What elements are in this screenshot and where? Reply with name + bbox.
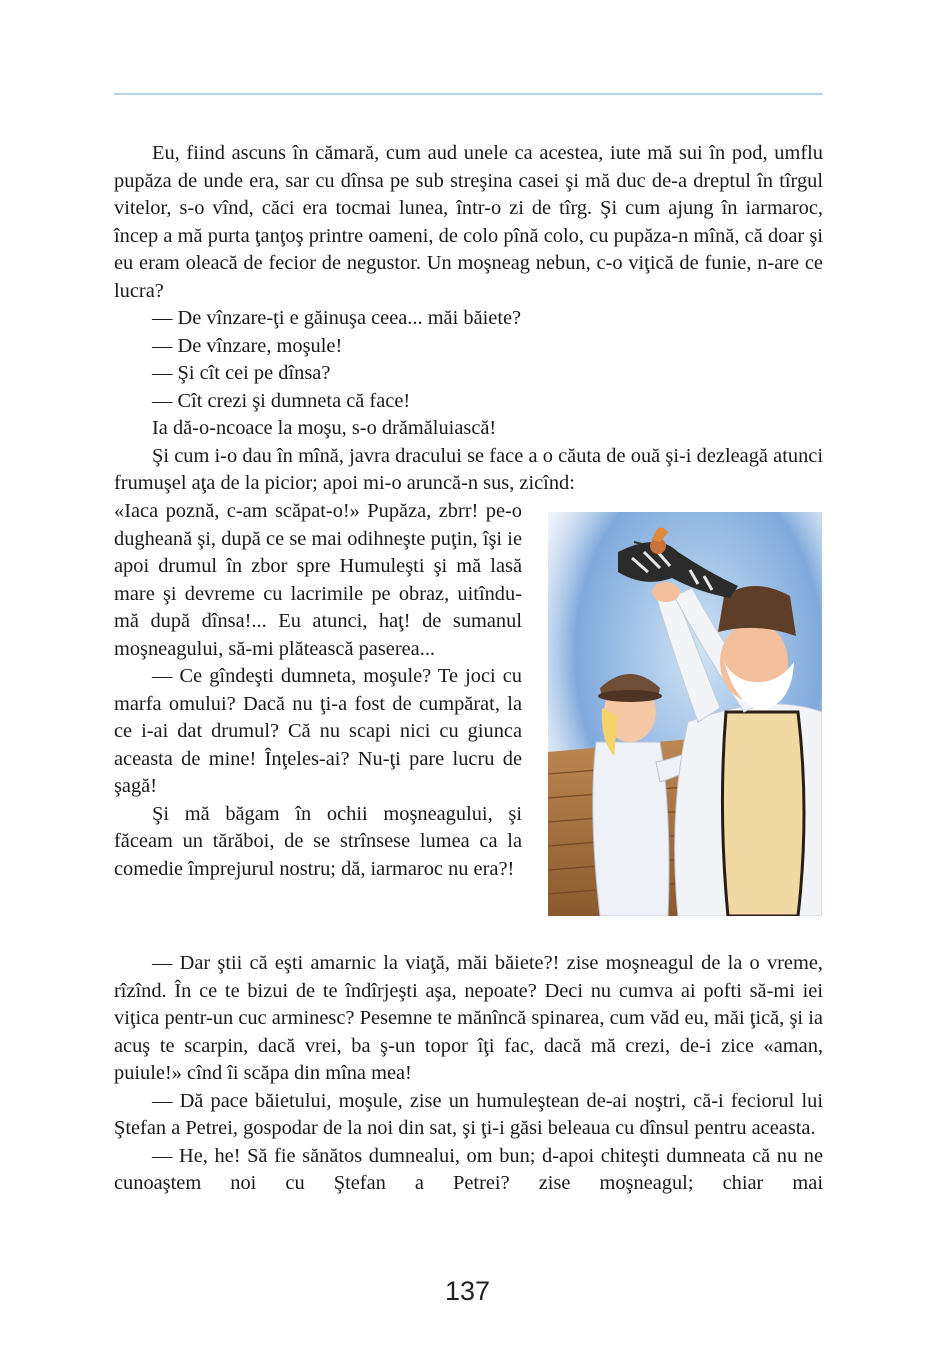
text-block-beside-image <box>114 498 522 883</box>
dialogue-line: — Dă pace băietului, moşule, zise un humuleştean de-ai noştri, că-i feciorul lui Ştefan a Petrei, gospodar de la noi din sat, şi ţi-i găsi beleaua cu dînsul pentru aceasta. <box>114 1089 823 1139</box>
text-block-top <box>114 140 823 498</box>
dialogue-line: — Şi cît cei pe dînsa? <box>152 362 331 384</box>
paragraph: «Iaca poznă, c-am scăpat-o!» Pupăza, zbrr! pe-o dugheană şi, după ce se mai odihneşte puţin, îşi ie apoi drumul în zbor spre Humuleşti şi mă lasă mare şi devreme cu lacrimile pe obraz, uitîndu-mă după dînsa!... Eu atunci, haţ! de sumanul moşneagului, să-mi plătească paserea... <box>114 500 522 660</box>
dialogue-line: — Ce gîndeşti dumneta, moşule? Te joci cu marfa omului? Dacă nu ţi-a fost de cumpărat, la ce i-ai dat drumul? Că nu scapi nici cu giunca aceasta de mine! Înţeles-ai? Nu-ţi pare lucru de şagă! <box>114 665 522 797</box>
header-rule <box>114 93 823 95</box>
illustration-old-man-releasing-hoopoe <box>548 512 822 916</box>
dialogue-line: — He, he! Să fie sănătos dumnealui, om bun; d-apoi chiteşti dumneata că nu ne cunoaştem noi cu Ştefan a Petrei? zise moşneagul; chiar mai <box>114 1144 823 1194</box>
page-number: 137 <box>444 1276 491 1306</box>
paragraph: Şi mă băgam în ochii moşneagului, şi făceam un tărăboi, de se strînsese lumea ca la comedie împrejurul nostru; dă, iarmaroc nu era?! <box>114 802 522 880</box>
dialogue-line: — De vînzare-ţi e găinuşa ceea... măi băiete? <box>152 307 522 329</box>
dialogue-line: — De vînzare, moşule! <box>152 334 343 357</box>
dialogue-line: — Cît crezi şi dumneta că face! <box>152 389 411 412</box>
paragraph: — Dar ştii că eşti amarnic la viaţă, măi băiete?! zise moşneagul de la o vreme, rîzînd. În ce te bizui de te îndîrjeşti aşa, nepoate? Deci nu cumva ai pofti să-mi iei viţica pentr-un cuc arminesc? Pesemne te mănîncă spinarea, cum văd eu, măi ţică, şi ia acuş te scarpin, dacă vrei, ba ş-un topor îţi fac, dacă mă crezi, de-i zice «aman, puiule!» cînd îi scăpa din mîna mea! <box>114 952 823 1084</box>
text-block-bottom <box>114 950 823 1198</box>
paragraph: Eu, fiind ascuns în cămară, cum aud unele ca acestea, iute mă sui în pod, umflu pupăza de unde era, sar cu dînsa pe sub streşina casei şi mă duc de-a dreptul în tîrgul vitelor, s-o vînd, căci era tocmai lunea, într-o zi de tîrg. Şi cum ajung în iarmaroc, încep a mă purta ţanţoş printre oameni, de colo pînă colo, cu pupăza-n mînă, că doar şi eu eram oleacă de fecior de negustor. Un moşneag nebun, c-o viţică de funie, n-are ce lucra? <box>114 142 823 302</box>
paragraph: Ia dă-o-ncoace la moşu, s-o drămăluiască! <box>152 417 497 439</box>
paragraph: Şi cum i-o dau în mînă, javra dracului se face a o căuta de ouă şi-i dezleagă atunci frumuşel aţa de la picior; apoi mi-o aruncă-n sus, zicînd: <box>114 444 823 494</box>
